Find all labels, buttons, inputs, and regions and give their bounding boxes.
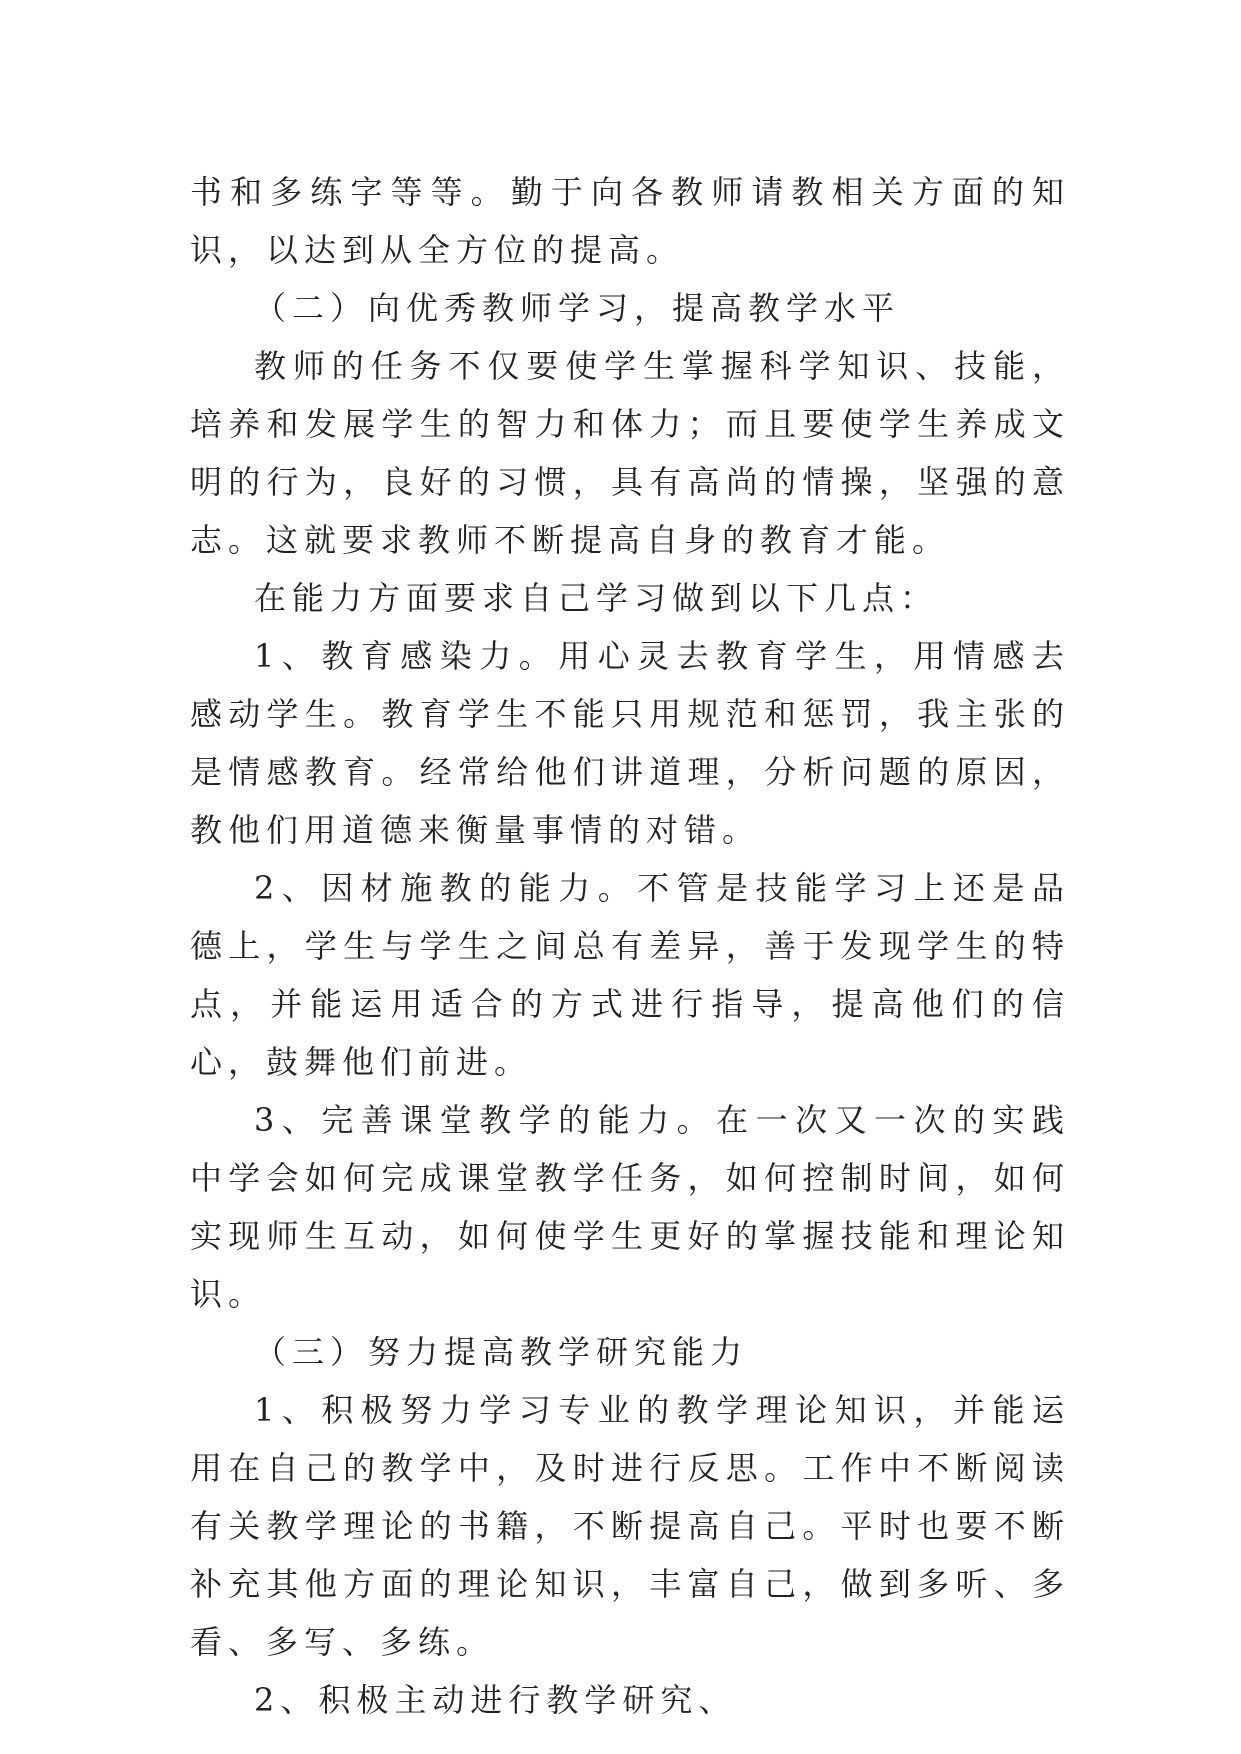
list-item-3: 3、完善课堂教学的能力。在一次又一次的实践中学会如何完成课堂教学任务，如何控制时间，如何实现师生互动，如何使学生更好的掌握技能和理论知识。 <box>190 1101 1070 1313</box>
list-item-1: 1、教育感染力。用心灵去教育学生，用情感去感动学生。教育学生不能只用规范和惩罚，我主张的是情感教育。经常给他们讲道理，分析问题的原因，教他们用道德来衡量事情的对错。 <box>190 637 1070 849</box>
section-heading-two: （二）向优秀教师学习，提高教学水平 <box>254 289 901 327</box>
paragraph-teacher-task: 教师的任务不仅要使学生掌握科学知识、技能，培养和发展学生的智力和体力；而且要使学生养成文明的行为，良好的习惯，具有高尚的情操，坚强的意志。这就要求教师不断提高自身的教育才能。 <box>190 347 1070 559</box>
paragraph-continuation: 书和多练字等等。勤于向各教师请教相关方面的知识，以达到从全方位的提高。 <box>190 173 1070 269</box>
research-item-1: 1、积极努力学习专业的教学理论知识，并能运用在自己的教学中，及时进行反思。工作中不断阅读有关教学理论的书籍，不断提高自己。平时也要不断补充其他方面的理论知识，丰富自己，做到多听、多看、多写、多练。 <box>190 1391 1070 1661</box>
section-heading-three: （三）努力提高教学研究能力 <box>254 1333 749 1371</box>
paragraph-ability-intro: 在能力方面要求自己学习做到以下几点： <box>254 579 939 617</box>
document-body <box>190 163 1070 1729</box>
list-item-2: 2、因材施教的能力。不管是技能学习上还是品德上，学生与学生之间总有差异，善于发现学生的特点，并能运用适合的方式进行指导，提高他们的信心，鼓舞他们前进。 <box>190 869 1070 1081</box>
research-item-2: 2、积极主动进行教学研究、 <box>254 1681 737 1719</box>
